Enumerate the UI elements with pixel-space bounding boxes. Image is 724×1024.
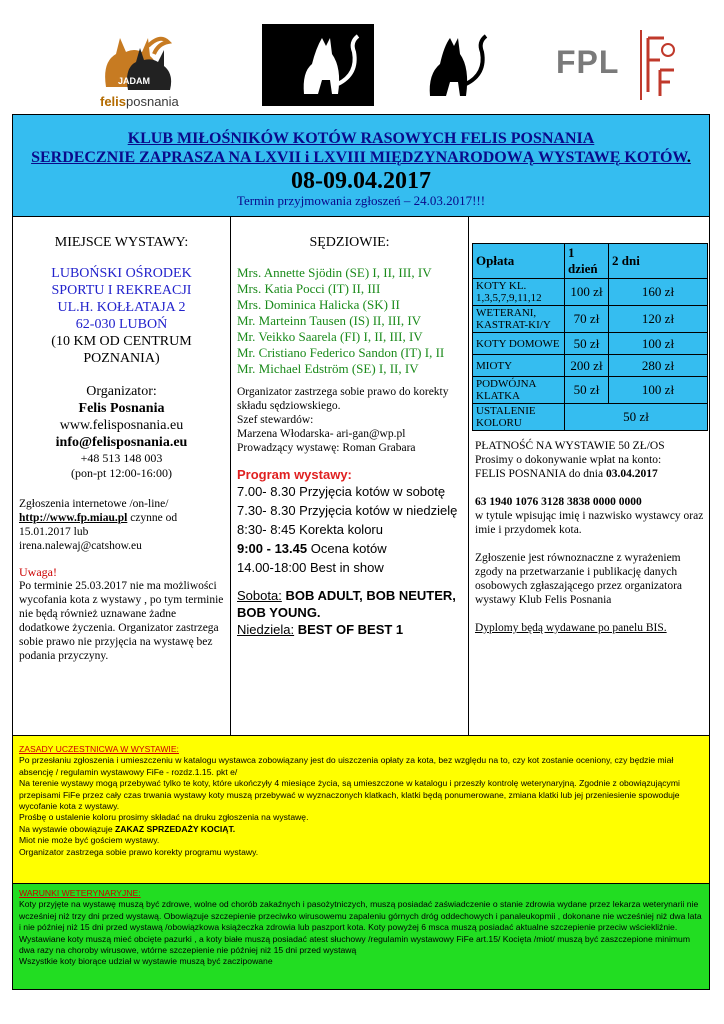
table-row xyxy=(473,404,708,431)
black-cat-logo xyxy=(420,24,500,106)
fee-day1: 200 zł xyxy=(565,355,609,377)
program-line: 7.30- 8.30 Przyjęcia kotów w niedzielę xyxy=(237,503,458,518)
payment-deadline-text: FELIS POSNANIA do dnia xyxy=(475,468,606,480)
fee-day1: 70 zł xyxy=(565,306,609,333)
payment-deadline-date: 03.04.2017 xyxy=(605,468,658,480)
rule-sale-ban: ZAKAZ SPRZEDAŻY KOCIĄT. xyxy=(115,823,236,834)
brand-felis: felis xyxy=(100,94,127,109)
warning-title: Uwaga! xyxy=(19,565,57,579)
rules-title: ZASADY UCZESTNICWA W WYSTAWIE: xyxy=(19,744,179,754)
venue-title: MIEJSCE WYSTAWY: xyxy=(54,235,189,250)
main-info-grid xyxy=(12,217,710,736)
fee-category: MIOTY xyxy=(473,355,565,377)
fee-day2: 160 zł xyxy=(609,279,708,306)
white-cat-logo xyxy=(262,24,374,106)
diplomas-note: Dyplomy będą wydawane po panelu BIS. xyxy=(475,622,667,634)
fees-column xyxy=(469,217,711,736)
judges-note-steward-contact: Marzena Włodarska- ari-gan@wp.pl xyxy=(237,428,406,440)
registration-link[interactable]: http://www.fp.miau.pl xyxy=(19,512,128,524)
venue-city: 62-030 LUBOŃ xyxy=(75,317,168,332)
fee-category: KOTY DOMOWE xyxy=(473,333,565,355)
payment-deadline xyxy=(475,467,705,481)
fee-color-price: 50 zł xyxy=(565,404,708,431)
rule-item xyxy=(19,824,703,835)
fees-header-day1: 1 dzień xyxy=(565,244,609,279)
rule-item: Po przesłaniu zgłoszenia i umieszczeniu w katalogu wystawca zobowiązany jest do uiszczenia opłaty za kota, bez względu na to, czy kot zostanie oceniony, czy będzie miał absencję / regulamin wystawowy FiFe - rozdz.1.15. pkt e/ xyxy=(19,755,674,777)
fees-table xyxy=(472,243,708,431)
rule-item: Prośbę o ustalenie koloru prosimy składać na druku zgłoszenia na wystawę. xyxy=(19,812,309,823)
judges-note-host: Prowadzący wystawę: Roman Grabara xyxy=(237,442,416,454)
vet-item: Wszystkie koty biorące udział w wystawie muszą być zaczipowane xyxy=(19,956,273,967)
rule-item: Miot nie może być gościem wystawy. xyxy=(19,835,160,846)
judge-item: Mr. Veikko Saarela (FI) I, II, III, IV xyxy=(237,329,423,344)
saturday-label: Sobota: xyxy=(237,588,282,603)
judges-column xyxy=(231,217,469,736)
judges-note-stewards: Szef stewardów: xyxy=(237,414,314,426)
organizer-block xyxy=(13,383,230,481)
program-finals xyxy=(231,587,468,638)
registration-deadline: Termin przyjmowania zgłoszeń – 24.03.2017!!! xyxy=(236,193,486,208)
table-row xyxy=(473,333,708,355)
logo-bar xyxy=(0,22,724,110)
fees-header-fee: Opłata xyxy=(473,244,565,279)
program-sunday xyxy=(237,621,468,638)
judge-item: Mrs. Dominica Halicka (SK) II xyxy=(237,297,400,312)
show-date: 08-09.04.2017 xyxy=(291,168,431,194)
fees-header-row xyxy=(473,244,708,279)
table-row xyxy=(473,279,708,306)
table-row xyxy=(473,306,708,333)
program-judging-label: Ocena kotów xyxy=(307,541,387,556)
organizer-hours: (pon-pt 12:00-16:00) xyxy=(71,466,172,480)
judge-item: Mrs. Annette Sjödin (SE) I, II, III, IV xyxy=(237,265,432,280)
show-program xyxy=(231,467,468,577)
registration-text-2: czynne od 15.01.2017 lub xyxy=(19,512,178,538)
judges-notes xyxy=(231,385,468,455)
payment-onsite: PŁATNOŚĆ NA WYSTAWIE 50 ZŁ/OS xyxy=(475,440,665,452)
organizer-website[interactable]: www.felisposnania.eu xyxy=(59,418,184,433)
program-line: 7.00- 8.30 Przyjęcia kotów w sobotę xyxy=(237,484,446,499)
registration-text-1: Zgłoszenia internetowe /on-line/ xyxy=(19,498,169,510)
organizer-phone: +48 513 148 003 xyxy=(80,451,163,465)
vet-item: Koty przyjęte na wystawę muszą być zdrowe, wolne od chorób zakaźnych i pasożytniczych, muszą posiadać zaświadczenie o stanie zdrowia wydane przez lekarza weterynarii nie wcześniej niż trzy dni przed wystawą. Obowiązuje szczepienie przeciwko wirusowemu zapaleniu górnych dróg oddechowych i panaleukopmii , dokonane nie wcześniej niż dwa lata i nie później niż 15 dni przed wystawą /obowiązkowa książeczka zdrowia lub paszport kota. Koty powyżej 6 msca muszą posiadać aktualne szczepienie przeciw wściekliźnie. xyxy=(19,899,702,933)
invitation-title xyxy=(13,149,709,167)
veterinary-conditions xyxy=(12,884,710,990)
fee-day2: 100 zł xyxy=(609,333,708,355)
table-row xyxy=(473,355,708,377)
registration-email[interactable]: irena.nalewaj@catshow.eu xyxy=(19,540,142,552)
cat-silhouette-logo-icon xyxy=(88,32,188,94)
payment-title-note: w tytule wpisując imię i nazwisko wystawcy oraz imie i przydomek kota. xyxy=(475,510,704,536)
invitation-title-text: SERDECZNIE ZAPRASZA NA LXVII i LXVIII MIĘDZYNARODOWĄ WYSTAWĘ KOTÓW xyxy=(31,149,687,166)
venue-name-2: SPORTU I REKREACJI xyxy=(51,283,192,298)
fpl-text: FPL xyxy=(556,44,620,80)
bank-account: 63 1940 1076 3128 3838 0000 0000 xyxy=(475,496,642,508)
program-line: 8:30- 8:45 Korekta koloru xyxy=(237,522,383,537)
invitation-title-dot: . xyxy=(686,149,691,166)
judges-list xyxy=(231,265,468,377)
organizer-email[interactable]: info@felisposnania.eu xyxy=(55,435,188,450)
logo-word: JADAM xyxy=(118,76,151,86)
program-line xyxy=(237,539,468,558)
saturday-finals: BOB ADULT, BOB NEUTER, BOB YOUNG. xyxy=(237,588,456,620)
organizer-label: Organizator: xyxy=(86,384,157,399)
judge-item: Mr. Michael Edström (SE) I, II, IV xyxy=(237,361,419,376)
fee-day1: 50 zł xyxy=(565,333,609,355)
sunday-finals: BEST OF BEST 1 xyxy=(294,622,404,637)
venue-distance-2: POZNANIA) xyxy=(83,351,160,366)
judges-title: SĘDZIOWIE: xyxy=(309,235,390,250)
white-cat-icon xyxy=(262,24,374,106)
fees-header-day2: 2 dni xyxy=(609,244,708,279)
program-saturday xyxy=(237,587,468,621)
brand-posnania: posnania xyxy=(126,94,179,109)
judge-item: Mrs. Katia Pocci (IT) II, III xyxy=(237,281,381,296)
organizer-name: Felis Posnania xyxy=(78,401,165,416)
program-line: 14.00-18:00 Best in show xyxy=(237,560,384,575)
fife-emblem-icon xyxy=(642,30,678,100)
venue-distance xyxy=(13,333,230,367)
payment-info xyxy=(469,439,711,635)
fpl-fife-logo xyxy=(556,30,676,100)
judges-note-correction: Organizator zastrzega sobie prawo do korekty składu sędziowskiego. xyxy=(237,386,449,412)
venue-column xyxy=(13,217,231,736)
judge-item: Mr. Marteinn Tausen (IS) II, III, IV xyxy=(237,313,422,328)
fee-day2: 280 zł xyxy=(609,355,708,377)
invitation-header xyxy=(12,114,710,217)
felis-brand-text xyxy=(100,94,179,109)
fee-category: USTALENIE KOLORU xyxy=(473,404,565,431)
rule-item: Na terenie wystawy mogą przebywać tylko te koty, które ukończyły 4 miesiące życia, są umieszczone w katalogu i przeszły kontrolę weterynaryjną. Zgodnie z obowiązującymi przepisami FiFe przez cały czas trwania wystawy koty muszą przebywać w wyznaczonych klatkach, klatki będą ponumerowane, zmiana klatki lub jej przeniesienie spowoduje wycofanie kota z wystawy. xyxy=(19,778,680,812)
fee-category: PODWÓJNA KLATKA xyxy=(473,377,565,404)
sunday-label: Niedziela: xyxy=(237,622,295,637)
rule-item: Organizator zastrzega sobie prawo korekty programu wystawy. xyxy=(19,846,259,857)
fee-day2: 100 zł xyxy=(609,377,708,404)
registration-info xyxy=(13,497,230,553)
consent-note: Zgłoszenie jest równoznaczne z wyrażeniem zgody na przetwarzanie i publikację danych osobowych zgłaszającego przez organizatora wystawy Klub Felis Posnania xyxy=(475,552,683,606)
warning-text: Po terminie 25.03.2017 nie ma możliwości wycofania kota z wystawy , po tym terminie nie będą również uznawane żadne dodatkowe życzenia. Organizator zastrzega sobie prawo nie przyjęcia na wystawę bez podania przyczyny. xyxy=(19,580,224,662)
judge-item: Mr. Cristiano Federico Sandon (IT) I, II xyxy=(237,345,445,360)
program-title: Program wystawy: xyxy=(237,467,352,482)
felis-posnania-logo xyxy=(88,32,188,114)
fee-day1: 50 zł xyxy=(565,377,609,404)
vet-title: WARUNKI WETERYNARYJNE: xyxy=(19,888,141,898)
fee-day1: 100 zł xyxy=(565,279,609,306)
venue-distance-1: (10 KM OD CENTRUM xyxy=(51,334,192,349)
payment-request: Prosimy o dokonywanie wpłat na konto: xyxy=(475,454,662,466)
club-title: KLUB MIŁOŚNIKÓW KOTÓW RASOWYCH FELIS POSNANIA xyxy=(127,130,595,147)
fee-day2: 120 zł xyxy=(609,306,708,333)
vet-item: Wystawiane koty muszą mieć obcięte pazurki , a koty białe muszą posiadać atest słuchowy /regulamin wystawowy FiFe art.15/ Kocięta /miot/ muszą być zaszczepione minimum dwa razy na choroby wirusowe, wtórne szczepienie nie później niż 15 dni przed wystawą xyxy=(19,933,690,956)
program-judging-time: 9:00 - 13.45 xyxy=(237,541,308,556)
fee-category: WETERANI, KASTRAT-KI/Y xyxy=(473,306,565,333)
table-row xyxy=(473,377,708,404)
fife-emblem xyxy=(640,30,676,100)
venue-street: UL.H. KOŁŁATAJA 2 xyxy=(57,300,186,315)
black-cat-icon xyxy=(420,24,500,106)
rule-sale-text: Na wystawie obowiązuje xyxy=(19,823,116,834)
venue-address xyxy=(13,265,230,333)
venue-name-1: LUBOŃSKI OŚRODEK xyxy=(51,266,192,281)
participation-rules xyxy=(12,736,710,884)
fee-category: KOTY KL. 1,3,5,7,9,11,12 xyxy=(473,279,565,306)
